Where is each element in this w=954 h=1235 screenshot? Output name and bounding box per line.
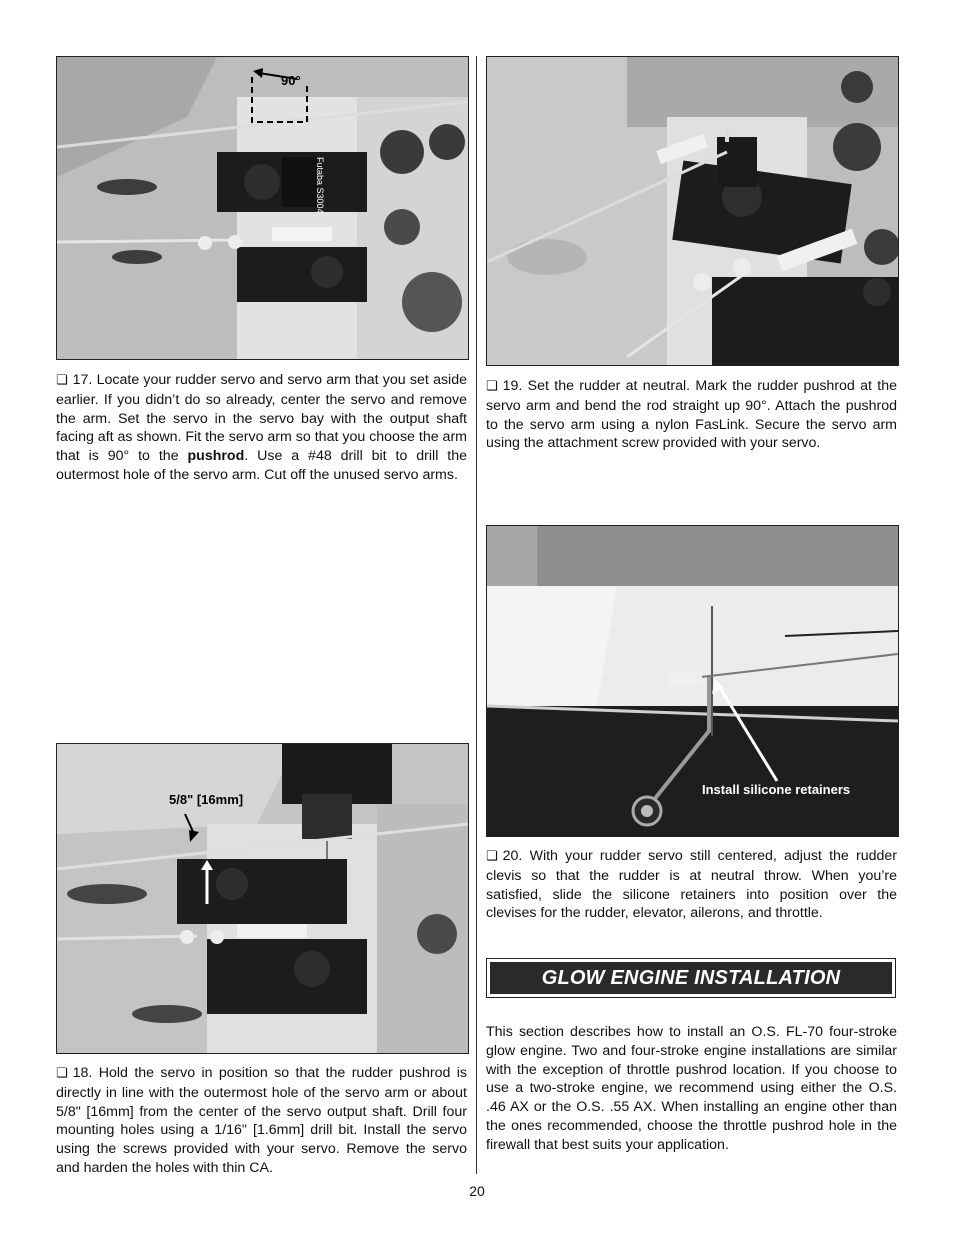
servo-brand-label: Futaba S3004 <box>315 157 325 214</box>
step-19-checkbox[interactable]: ❏ <box>486 379 498 394</box>
column-divider <box>476 56 477 1174</box>
step-20-checkbox[interactable]: ❏ <box>486 849 498 864</box>
section-title: GLOW ENGINE INSTALLATION <box>490 962 892 994</box>
step-19-text: ❏ 19. Set the rudder at neutral. Mark the rudder pushrod at the servo arm and bend the rod straight up 90°. Attach the pushrod to the servo arm using a nylon FasLink. Secure the servo arm using the attachment screw provided with your servo. <box>486 378 897 452</box>
photo-pushrod-faslink <box>486 56 899 366</box>
photo-silicone-retainers <box>486 525 899 837</box>
step-18-text: ❏ 18. Hold the servo in position so that the rudder pushrod is directly in line with the outermost hole of the servo arm or about 5/8" [16mm] from the center of the servo output shaft. Drill four mounting holes using a 1/16" [1.6mm] drill bit. Install the servo using the screws provided with your servo. Remove the servo and harden the holes with thin CA. <box>56 1065 467 1176</box>
distance-label: 5/8" [16mm] <box>169 792 244 807</box>
section-header <box>486 958 896 998</box>
section-body-text: This section describes how to install an O.S. FL-70 four-stroke glow engine. Two and four-stroke engine installations are similar with the exception of throttle pushrod location. If you choose to use a two-stroke engine, we recommend using either the O.S. .46 AX or the O.S. .55 AX. When installing an engine other than the ones recommended, choose the throttle pushrod hole in the firewall that best suits your application. <box>486 1024 897 1153</box>
step-20-text: ❏ 20. With your rudder servo still centered, adjust the rudder clevis so that the rudder is at neutral throw. When you’re satisfied, slide the silicone retainers into position over the clevises for the rudder, elevator, ailerons, and throttle. <box>486 848 897 922</box>
photo-servo-arm-90-degrees <box>56 56 469 360</box>
step-17-checkbox[interactable]: ❏ <box>56 373 68 388</box>
angle-label: 90° <box>281 73 301 88</box>
step-18-checkbox[interactable]: ❏ <box>56 1066 68 1081</box>
step-17-text: ❏ 17. Locate your rudder servo and servo arm that you set aside earlier. If you didn’t do so already, center the servo and remove the arm. Set the servo in the servo bay with the output shaft facing aft as shown. Fit the servo arm so that you choose the arm that is 90° to the pushrod. Use a #48 drill bit to drill the outermost hole of the servo arm. Cut off the unused servo arms. <box>56 372 467 483</box>
retainers-label: Install silicone retainers <box>702 782 851 797</box>
page-number: 20 <box>469 1183 485 1199</box>
photo-drill-servo-holes <box>56 743 469 1054</box>
